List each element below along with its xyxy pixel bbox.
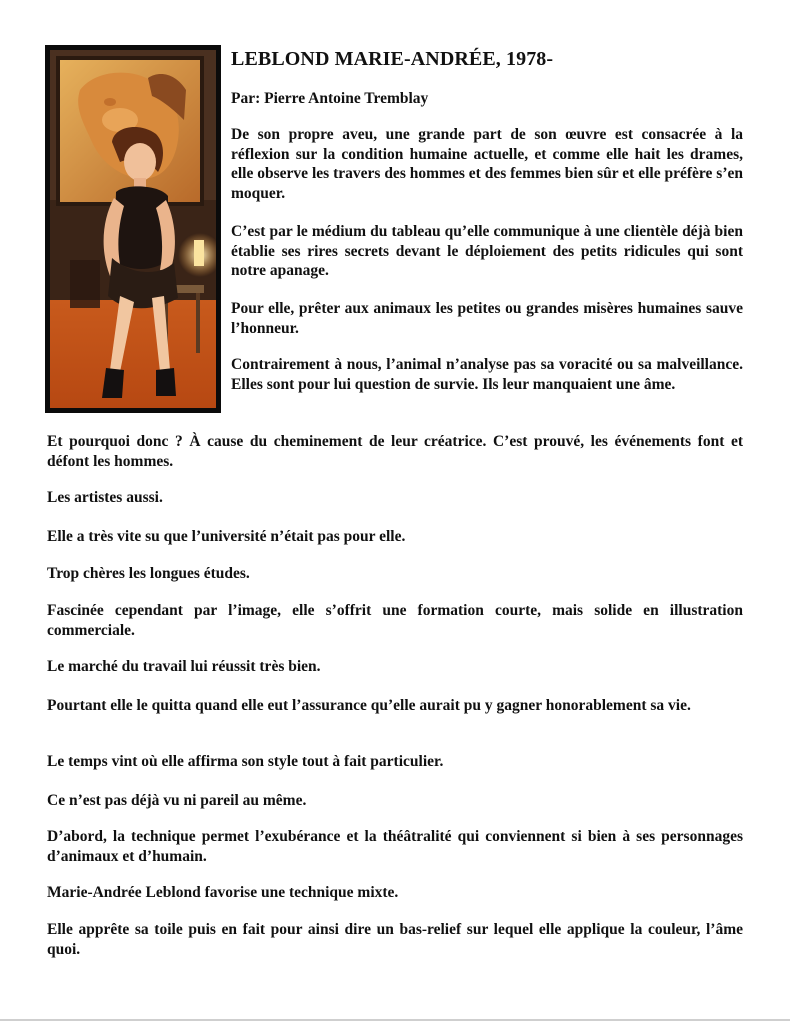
- paragraph: Trop chères les longues études.: [47, 565, 250, 582]
- paragraph: Ce n’est pas déjà vu ni pareil au même.: [47, 792, 307, 809]
- paragraph: Et pourquoi donc ? À cause du cheminement de leur créatrice. C’est prouvé, les événements font et défont les hommes.: [47, 433, 743, 470]
- paragraph: De son propre aveu, une grande part de son œuvre est consacrée à la réflexion sur la condition humaine actuelle, et comme elle hait les drames, elle observe les travers des hommes et des femmes bien sûr et elle préfère s’en moquer.: [231, 126, 743, 202]
- paragraph: Les artistes aussi.: [47, 489, 163, 506]
- paragraph: Fascinée cependant par l’image, elle s’offrit une formation courte, mais solide en illustration commerciale.: [47, 602, 743, 639]
- paragraph: Contrairement à nous, l’animal n’analyse pas sa voracité ou sa malveillance. Elles sont pour lui question de survie. Ils leur manquaient une âme.: [231, 356, 743, 393]
- paragraph: Pour elle, prêter aux animaux les petites ou grandes misères humaines sauve l’honneur.: [231, 300, 743, 337]
- paragraph: Le temps vint où elle affirma son style tout à fait particulier.: [47, 753, 444, 770]
- scan-edge-rule: [0, 1019, 790, 1021]
- paragraph: D’abord, la technique permet l’exubérance et la théâtralité qui conviennent si bien à ses personnages d’animaux et d’humain.: [47, 828, 743, 865]
- article-title: LEBLOND MARIE-ANDRÉE, 1978-: [231, 48, 554, 70]
- paragraph: Marie-Andrée Leblond favorise une technique mixte.: [47, 884, 399, 901]
- artist-photo-graphic: [50, 50, 216, 408]
- article-byline: Par: Pierre Antoine Tremblay: [231, 90, 429, 107]
- paragraph: Pourtant elle le quitta quand elle eut l’assurance qu’elle aurait pu y gagner honorablement sa vie.: [47, 697, 691, 714]
- paragraph: Elle a très vite su que l’université n’était pas pour elle.: [47, 528, 406, 545]
- paragraph: Elle apprête sa toile puis en fait pour ainsi dire un bas-relief sur lequel elle applique la couleur, l’âme quoi.: [47, 921, 743, 958]
- paragraph: C’est par le médium du tableau qu’elle communique à une clientèle déjà bien établie ses rires secrets devant le déploiement des petits ridicules qui sont notre apanage.: [231, 223, 743, 280]
- artist-photo: [45, 45, 221, 413]
- paragraph: Le marché du travail lui réussit très bien.: [47, 658, 321, 675]
